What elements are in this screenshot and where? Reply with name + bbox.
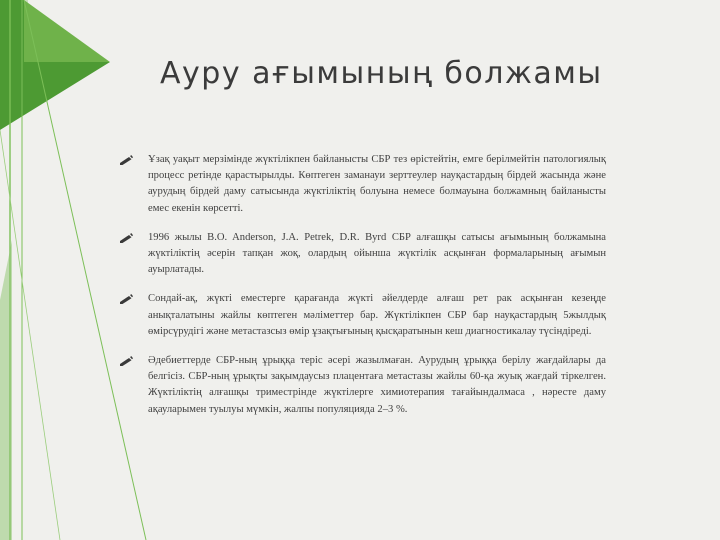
green-chevron-large: [0, 0, 110, 130]
pencil-icon: [120, 155, 133, 165]
pencil-icon: [120, 294, 133, 304]
green-triangle-top: [24, 0, 110, 62]
bullet-item-3: [120, 291, 606, 340]
bullet-item-1: [120, 152, 606, 217]
slide-title: Ауру ағымының болжамы: [160, 56, 603, 91]
bullet-text: Әдебиеттерде СБР-ның ұрыққа теріс әсері жазылмаған. Аурудың ұрыққа берілу жағдайлары да белгісіз. СБР-ның ұрықты зақымдаусыз плацентаға метастазы жайлы 60-қа жуық жағдай тіркелген. Жүктіліктің алғашқы триместрінде жүктілерге химиотерапия тағайындалмаса , нәресте даму ақауларымен туылуы мүмкін, жалпы популяцияда 2–3 %.: [148, 355, 606, 415]
bullet-text: 1996 жылы B.O. Anderson, J.A. Petrek, D.R. Byrd СБР алғашқы сатысы ағымының болжамына жүктіліктің әсерін тапқан жоқ, олардың ойынша жүктілік асқынған формаларының ағымын ауырлатады.: [148, 231, 606, 276]
bullet-item-2: [120, 230, 606, 279]
green-sliver: [0, 240, 12, 540]
bullet-text: Сондай-ақ, жүкті еместерге қарағанда жүкті әйелдерде алғаш рет рак асқынған кезеңде анықталатыны жайлы көптеген мәліметтер бар. Жүктілікпен СБР бар науқастардың 5жылдық өмірсүрудігі және метастазсыз өмір ұзақтығының қысқаратынын кеш диагностикалау түсіндіреді.: [148, 293, 606, 337]
bullet-item-4: [120, 353, 606, 418]
bullet-text: Ұзақ уақыт мерзімінде жүктілікпен байланысты СБР тез өрістейтін, емге берілмейтін патологиялық процесс ретінде қарастырылды. Көптеген заманауи зерттеулер науқастардың бірдей жасында және аурудың бірдей даму сатысында жүктіліктің болуына немесе болмауына болжамның байланысты емес екенін көрсетті.: [148, 154, 606, 214]
pencil-icon: [120, 356, 133, 366]
pencil-icon: [120, 233, 133, 243]
bullet-list: [120, 152, 606, 431]
